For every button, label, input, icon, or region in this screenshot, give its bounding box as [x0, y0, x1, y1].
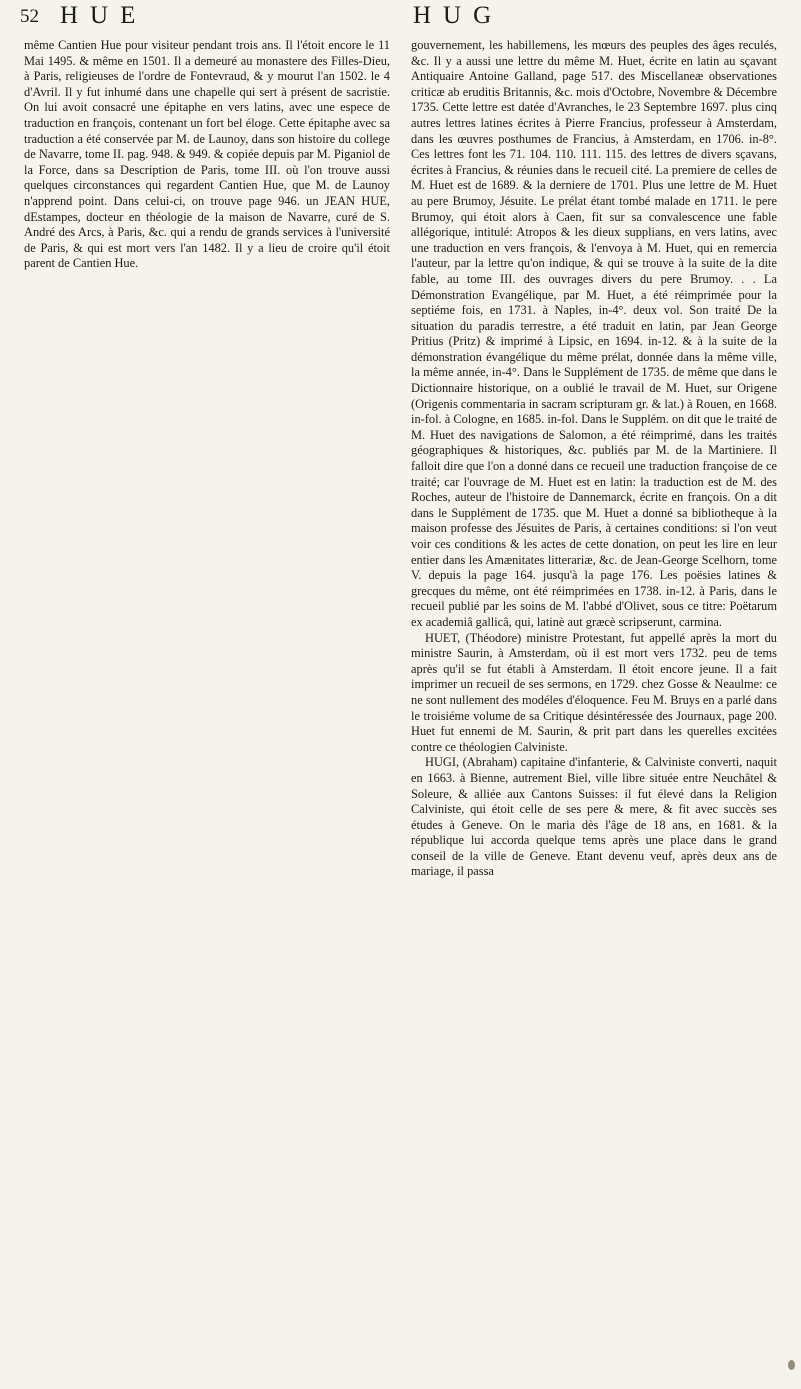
running-head	[20, 2, 781, 36]
page-number: 52	[20, 6, 39, 27]
left-running-title: HUE	[60, 2, 148, 29]
right-running-title: HUG	[413, 2, 504, 29]
entry-huet-continued: gouvernement, les habillemens, les mœurs des peuples des âges reculés, &c. Il y a aussi une lettre du même M. Huet, écrite en latin au sçavant Antiquaire Antoine Galland, page 517. des Miscellaneæ observationes criticæ ab eruditis Britannis, &c. mois d'Octobre, Novembre & Décembre 1735. Cette lettre est datée d'Avranches, le 23 Septembre 1697. plus cinq autres lettres latines écrites à Pierre Francius, professeur à Amsterdam, dans les œuvres posthumes de Francius, à Amsterdam, en 1706. in-8°. Ces lettres font les 71. 104. 110. 111. 115. des lettres de divers sçavans, écrites à Francius, & réunies dans le recueil cité. La premiere de celles de M. Huet est de 1689. & la derniere de 1701. Plus une lettre de M. Huet au pere Brumoy, Jésuite. Le prélat étant tombé malade en 1711. le pere Brumoy, qui étoit alors à Caen, fit sur sa convalescence une fable allégorique, intitulé: Atropos & les dieux supplians, en vers latins, avec une traduction en vers françois, & l'envoya à M. Huet, qui en remercia l'auteur, par la lettre qu'on indique, & qui se trouve à la suite de la dite fable, au tome III. des ouvrages divers du pere Brumoy. . . La Démonstration Evangélique, par M. Huet, a été réimprimée pour la septiéme fois, en 1731. à Naples, in-4°. deux vol. Son traité De la situation du paradis terrestre, a été traduit en latin, par Jean George Pritius (Pritz) & imprimé à Lipsic, en 1694. in-12. & à la suite de la démonstration évangélique du même prélat, donnée dans la même ville, la même année, in-4°. Dans le Supplément de 1735. de même que dans le Dictionnaire historique, on a oublié le travail de M. Huet, sur Origene (Origenis commentaria in sacram scripturam gr. & lat.) à Rouen, en 1668. in-fol. à Cologne, en 1685. in-fol. Dans le Supplém. on dit que le traité de M. Huet des navigations de Salomon, a été réimprimé, dans les traités géographiques & historiques, &c. publiés par M. de la Martiniere. Il falloit dire que l'on a donné dans ce recueil une traduction françoise de ce traité; car l'ouvrage de M. Huet est en latin: la traduction est de M. des Roches, auteur de l'histoire de Dannemarck, écrite en françois. On a dit dans le Supplément de 1735. que M. Huet a donné sa bibliotheque à la maison professe des Jésuites de Paris, à certaines conditions: si l'on veut voir ces conditions & les actes de cette donation, on peut les lire en leur entier dans les Amænitates litterariæ, &c. de Jean-George Scelhorn, tome V. depuis la page 164. jusqu'à la page 176. Les poësies latines & grecques du même, ont été réimprimées en 1738. in-12. à Paris, dans le recueil publié par les soins de M. l'abbé d'Olivet, sous ce titre: Poëtarum ex academiâ gallicâ, qui, latinè aut græcè scripserunt, carmina.	[411, 38, 777, 629]
ink-stain	[788, 1360, 795, 1370]
left-column	[24, 38, 390, 1378]
entry-hue-continued: même Cantien Hue pour visiteur pendant trois ans. Il l'étoit encore le 11 Mai 1495. & même en 1501. Il a demeuré au monastere des Filles-Dieu, à Paris, religieuses de l'ordre de Fontevraud, & y mourut l'an 1502. le 4 d'Avril. Il y fut inhumé dans une chapelle qui sert à présent de sacristie. On lui avoit consacré une épitaphe en vers latins, avec une espece de traduction en françois, contenant un fort bel éloge. Cette épitaphe avec sa traduction a été conservée par M. de Launoy, dans son histoire du college de Navarre, tome II. pag. 948. & 949. & copiée depuis par M. Piganiol de la Force, dans sa Description de Paris, tome III. où l'on trouve aussi quelques circonstances qui regardent Cantien Hue, que M. de Launoy n'apprend point. Dans celui-ci, on trouve page 946. un JEAN HUE, dEstampes, docteur en théologie de la maison de Navarre, curé de S. André des Arcs, à Paris, &c. qui a rendu de grands services à l'université de Paris, & qui est mort vers l'an 1482. Il y a lieu de croire qu'il étoit parent de Cantien Hue.	[24, 38, 390, 271]
right-column	[411, 38, 777, 1378]
entry-huet-theodore: HUET, (Théodore) ministre Protestant, fut appellé après la mort du ministre Saurin, à Amsterdam, où il est mort vers 1732. peu de tems après qu'il se fut établi à Amsterdam. Il étoit encore jeune. Il a fait imprimer un recueil de ses sermons, en 1729. chez Gosse & Neaulme: ce ne sont nullement des modéles d'éloquence. Feu M. Bruys en a parlé dans le troisiéme volume de sa Critique désintéressée des Journaux, page 200. Huet fut ennemi de M. Saurin, & prit part dans les querelles excitées contre ce théologien Calviniste.	[411, 630, 777, 754]
entry-hugi-abraham: HUGI, (Abraham) capitaine d'infanterie, & Calviniste converti, naquit en 1663. à Bienne, autrement Biel, ville libre située entre Neuchâtel & Soleure, & alliée aux Cantons Suisses: il fut élevé dans la Religion Calviniste, qui étoit celle de ses pere & mere, & fit avec succès ses études à Geneve. On le maria dès l'âge de 18 ans, en 1681. & la république lui accorda quelque tems après une place dans le grand conseil de la ville de Geneve. Etant devenu veuf, après deux ans de mariage, il passa	[411, 755, 777, 879]
